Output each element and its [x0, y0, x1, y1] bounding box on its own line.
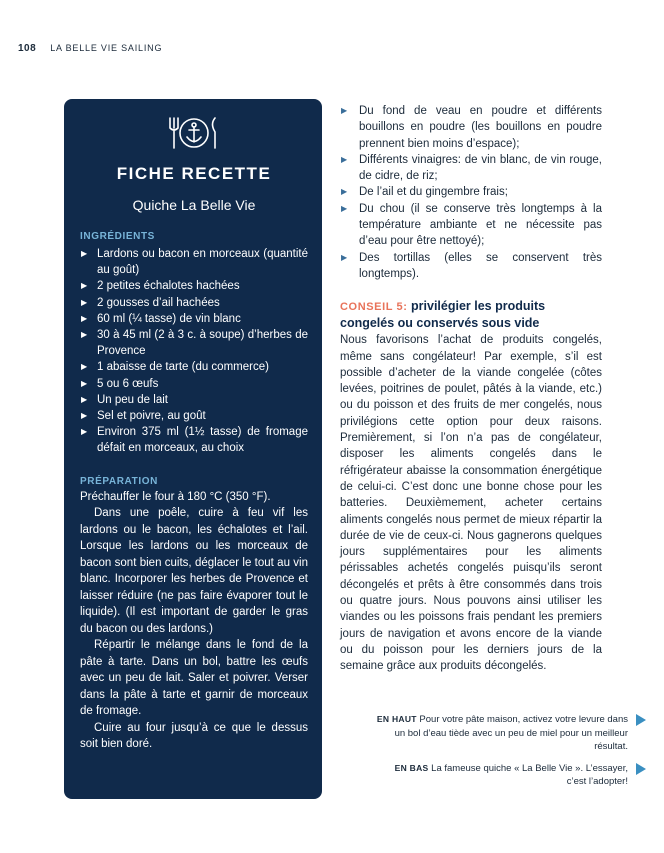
card-title: FICHE RECETTE	[116, 164, 272, 183]
list-item: ▶ 1 abaisse de tarte (du commerce)	[80, 359, 308, 375]
ingredients-heading: INGRÉDIENTS	[80, 231, 155, 242]
list-item: ▶ 2 petites échalotes hachées	[80, 278, 308, 294]
conseil-title: privilégier les produits congelés ou conservés sous vide	[340, 299, 546, 331]
preparation-step: Cuire au four jusqu’à ce que le dessus soit bien doré.	[80, 721, 308, 751]
ingredients-list	[80, 246, 308, 457]
page-number: 108	[18, 43, 37, 54]
caption-label: EN BAS	[394, 762, 429, 773]
page-header	[18, 43, 162, 54]
arrow-right-icon	[636, 714, 646, 726]
list-item: ▶ Environ 375 ml (1½ tasse) de fromage défait en morceaux, au choix	[80, 424, 308, 456]
caption-text: La fameuse quiche « La Belle Vie ». L’essayer, c’est l’adopter!	[431, 762, 628, 787]
preparation-heading: PRÉPARATION	[80, 475, 158, 487]
list-item: ▶ De l’ail et du gingembre frais;	[340, 184, 602, 200]
list-item: ▶ Un peu de lait	[80, 392, 308, 408]
list-item: ▶ Des tortillas (elles se conservent très longtemps).	[340, 250, 602, 283]
list-item: ▶ 60 ml (¼ tasse) de vin blanc	[80, 311, 308, 327]
list-item: ▶ Sel et poivre, au goût	[80, 408, 308, 424]
recipe-name: Quiche La Belle Vie	[132, 197, 256, 213]
arrow-right-icon	[636, 763, 646, 775]
caption-text: Pour votre pâte maison, activez votre levure dans un bol d’eau tiède avec un peu de miel pour un meilleur résultat.	[394, 714, 628, 752]
recipe-card	[64, 99, 322, 799]
caption-label: EN HAUT	[376, 714, 417, 724]
conseil-label: CONSEIL 5:	[340, 301, 408, 314]
body-paragraph: Nous favorisons l’achat de produits congelés, même sans congélateur! Par exemple, s’il est possible d’acheter de la viande congelée (côtes levées, poitrines de poulet, pâtés à la viande, etc.) ou du poisson et des fruits de mer congelés, nous privilégions cette option pour deux raisons. Premièrement, si l’on n’a pas de congélateur, disposer les aliments congelés dans le réfrigérateur abaisse la consommation énergétique de celui-ci. C’est donc une bonne chose pour les batteries. Deuxièmement, acheter certains aliments congelés nous permet de mieux répartir la durée de vie de ceux-ci. Nous gagnerons quelques jours supplémentaires pour les aliments périssables achetés congelés puisqu’ils seront décongelés et prêts à être consommés dans trois ou quatre jours. Nous pouvons ainsi utiliser les viandes ou les poissons frais pendant les premiers jours de navigation et avons encore de la viande ou du poisson pour les derniers jours de la semaine grâce aux produits décongelés.	[340, 334, 602, 673]
caption-bottom	[356, 762, 646, 789]
caption-top	[356, 713, 646, 754]
list-item: ▶ 5 ou 6 œufs	[80, 376, 308, 392]
supplies-list	[340, 103, 602, 282]
preparation-step: Dans une poêle, cuire à feu vif les lardons ou le bacon, les échalotes et l’ail. Lorsque les lardons ou les morceaux de bacon sont bien cuits, déglacer le tout au vin blanc. Incorporer les herbes de Provence et laisser réduire (ne pas faire évaporer tout le liquide). (Il est important de garder le gras du bacon ou des lardons.)	[80, 507, 308, 635]
running-title: LA BELLE VIE SAILING	[50, 43, 163, 53]
preparation-step: Préchauffer le four à 180 °C (350 °F).	[80, 490, 271, 503]
preparation-text	[80, 489, 308, 753]
section-heading	[340, 298, 602, 331]
list-item: ▶ Du fond de veau en poudre et différents bouillons en poudre (les bouillons en poudre prennent bien moins d’espace);	[340, 103, 602, 152]
list-item: ▶ 2 gousses d’ail hachées	[80, 295, 308, 311]
photo-captions	[356, 713, 646, 797]
list-item: ▶ Différents vinaigres: de vin blanc, de vin rouge, de cidre, de riz;	[340, 152, 602, 185]
main-column	[340, 103, 602, 675]
preparation-step: Répartir le mélange dans le fond de la pâte à tarte. Dans un bol, battre les œufs avec un peu de lait. Saler et poivrer. Verser dans la pâte à tarte et garnir de morceaux de fromage.	[80, 639, 308, 718]
list-item: ▶ 30 à 45 ml (2 à 3 c. à soupe) d’herbes de Provence	[80, 327, 308, 359]
list-item: ▶ Lardons ou bacon en morceaux (quantité au goût)	[80, 246, 308, 278]
list-item: ▶ Du chou (il se conserve très longtemps à la température ambiante et ne nécessite pas d’eau pour être nettoyé);	[340, 201, 602, 250]
anchor-and-cutlery-icon	[80, 116, 308, 150]
